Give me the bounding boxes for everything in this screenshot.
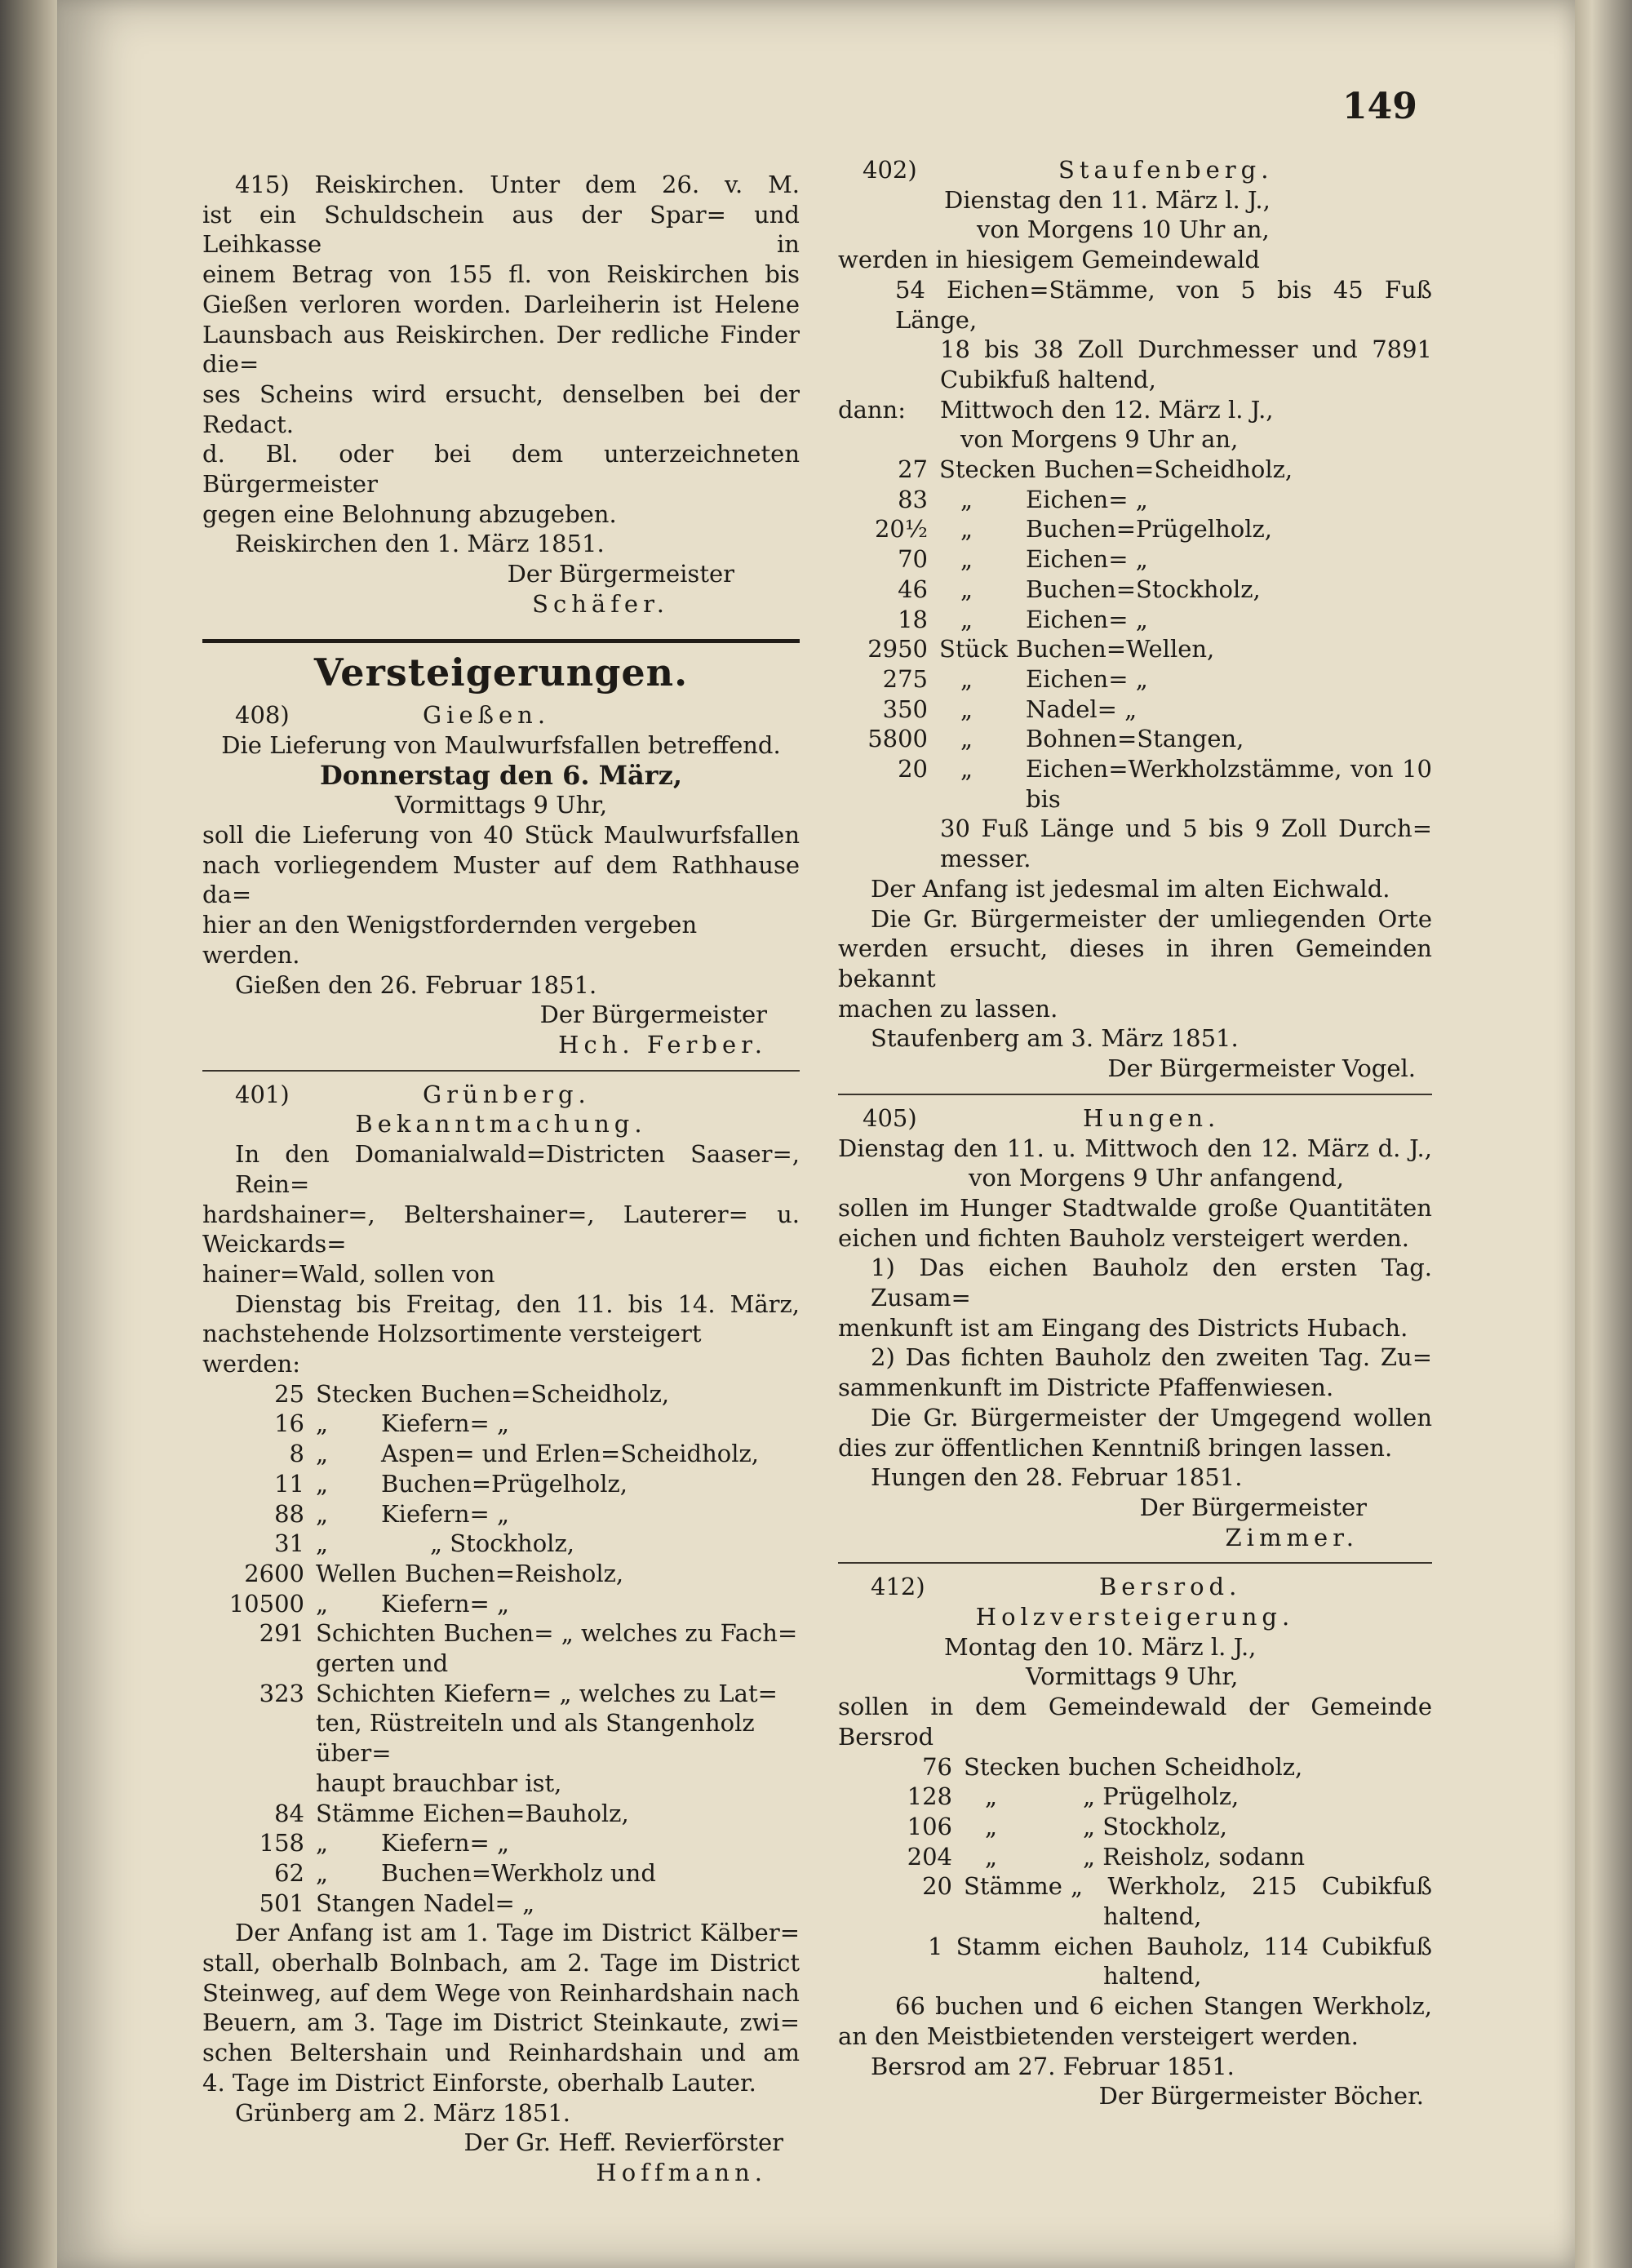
item-text: Buchen= „ welches zu Fach= [443, 1619, 798, 1648]
notice-line: ses Scheins wird ersucht, denselben bei der Redact. [202, 379, 800, 438]
wood-list [202, 1379, 800, 1919]
notice-number: 402) [863, 156, 917, 184]
notice-line: einem Betrag von 155 fl. von Reiskirchen bis [202, 260, 800, 289]
item-text: Buchen=Prügelholz, [1026, 515, 1273, 544]
item-quantity: 62 [274, 1858, 304, 1887]
notice-date: Hungen den 28. Februar 1851. [871, 1463, 1243, 1492]
item-unit: „ [316, 1469, 329, 1498]
notice-line: werden ersucht, dieses in ihren Gemeinden bekannt [838, 934, 1432, 992]
right-column [838, 155, 1432, 2111]
item-unit: Stück [939, 635, 1009, 664]
notice-place: Bersrod. [1099, 1573, 1242, 1601]
notice-line: 1 Stamm eichen Bauholz, 114 Cubikfuß [928, 1932, 1432, 1960]
list-item [202, 1889, 800, 1919]
item-unit: „ [316, 1858, 329, 1887]
notice-title: Holzversteigerung. [975, 1603, 1295, 1631]
list-item [838, 634, 1432, 664]
notice-line: Launsbach aus Reiskirchen. Der redliche Finder die= [202, 320, 800, 379]
notice-405 [838, 1103, 1432, 1553]
item-unit: „ [960, 664, 973, 693]
item-unit: „ [960, 695, 973, 723]
notice-line: ist ein Schuldschein aus der Spar= und Leihkasse in [202, 200, 800, 259]
item-quantity: 27 [898, 455, 928, 484]
notice-divider [838, 1562, 1432, 1564]
notice-date: Staufenberg am 3. März 1851. [871, 1024, 1239, 1053]
notice-line: sollen in dem Gemeindewald der Gemeinde Bersrod [838, 1693, 1432, 1751]
item-quantity: 11 [274, 1469, 304, 1498]
notice-line: hier an den Wenigstfordernden vergeben werden. [202, 911, 698, 969]
item-unit: „ [316, 1589, 329, 1618]
list-item [202, 1529, 800, 1559]
notice-subject: Die Lieferung von Maulwurfsfallen betreffend. [221, 730, 781, 759]
notice-header [838, 155, 1432, 185]
wood-list [838, 1752, 1432, 1902]
notice-line: 1) Das eichen Bauholz den ersten Tag. Zusam= [871, 1254, 1432, 1312]
notice-title: Bekanntmachung. [355, 1110, 647, 1138]
item-quantity: 46 [898, 575, 928, 603]
notice-line: hainer=Wald, sollen von [202, 1259, 495, 1288]
auction-date: Montag den 10. März l. J., [944, 1632, 1257, 1661]
item-quantity: 31 [274, 1529, 304, 1558]
facing-page-edge [0, 0, 57, 2268]
item-unit: „ [960, 575, 973, 603]
section-divider [202, 639, 800, 643]
notice-line: nach vorliegendem Muster auf dem Rathhause da= [202, 850, 800, 909]
item-quantity: 204 [907, 1842, 952, 1871]
item-quantity: 350 [882, 695, 928, 723]
item-text: Kiefern= „ [381, 1499, 510, 1528]
item-text: „ Prügelholz, [1083, 1782, 1240, 1811]
item-quantity: 88 [274, 1499, 304, 1528]
item-text: Eichen=Werkholzstämme, von 10 bis [1026, 755, 1432, 813]
notice-line: hardshainer=, Beltershainer=, Lauterer= u. Weickards= [202, 1200, 800, 1258]
item-text: „ Reisholz, sodann [1083, 1842, 1306, 1871]
list-item [838, 1842, 1432, 1872]
notice-line: soll die Lieferung von 40 Stück Maulwurfsfallen [202, 821, 800, 850]
notice-line: Die Gr. Bürgermeister der umliegenden Orte [871, 904, 1432, 933]
item-text: ten, Rüstreiteln und als Stangenholz über= [316, 1709, 755, 1768]
signature-name: Zimmer. [1225, 1523, 1359, 1551]
list-item [202, 1649, 800, 1679]
notice-line: sammenkunft im Districte Pfaffenwiesen. [838, 1374, 1334, 1402]
notice-header [202, 700, 800, 730]
item-quantity: 2600 [244, 1559, 304, 1587]
notice-number: 408) [235, 701, 290, 730]
signature-name: Schäfer. [532, 589, 669, 618]
item-quantity: 16 [274, 1409, 304, 1438]
notice-line: Der Anfang ist am 1. Tage im District Kälber= [235, 1919, 800, 1947]
notice-place: Staufenberg. [1058, 156, 1274, 184]
item-text: Kiefern= „ [381, 1829, 510, 1857]
wood-list [838, 455, 1432, 814]
notice-408 [202, 700, 800, 1059]
auction-time: Vormittags 9 Uhr, [1026, 1662, 1239, 1691]
item-text: Aspen= und Erlen=Scheidholz, [381, 1440, 760, 1468]
list-item [838, 754, 1432, 814]
item-text: Buchen=Scheidholz, [1044, 455, 1293, 484]
item-text: haupt brauchbar ist, [316, 1769, 562, 1797]
item-text: Buchen=Werkholz und [381, 1858, 656, 1887]
item-unit: „ [316, 1829, 329, 1857]
notice-412 [838, 1572, 1432, 2111]
notice-line: gegen eine Belohnung abzugeben. [202, 499, 617, 528]
list-item [838, 1812, 1432, 1842]
item-quantity: 5800 [867, 725, 928, 753]
list-item [202, 1618, 800, 1649]
list-item [202, 1499, 800, 1529]
notice-place: Grünberg. [423, 1080, 591, 1108]
notice-line: Die Gr. Bürgermeister der Umgegend wollen [871, 1403, 1432, 1431]
item-text: Eichen=Bauholz, [422, 1799, 629, 1827]
item-quantity: 158 [259, 1829, 304, 1857]
item-text: Kiefern= „ [381, 1589, 510, 1618]
notice-line: Cubikfuß haltend, [940, 365, 1156, 393]
notice-place: Hungen. [1083, 1103, 1221, 1132]
item-unit: „ [985, 1812, 998, 1840]
item-unit: „ [960, 605, 973, 633]
item-text: Buchen=Wellen, [1016, 635, 1215, 664]
notice-line: 2) Das fichten Bauholz den zweiten Tag. Zu= [871, 1343, 1432, 1372]
item-unit: „ [960, 725, 973, 753]
notice-line: d. Bl. oder bei dem unterzeichneten Bürgermeister [202, 440, 800, 499]
list-item [202, 1589, 800, 1619]
item-unit: „ [960, 755, 973, 783]
auction-date: Dienstag den 11. März l. J., [944, 185, 1271, 214]
item-unit: „ [316, 1529, 329, 1558]
signature-title: Der Bürgermeister [507, 560, 734, 588]
notice-line: In den Domanialwald=Districten Saaser=, Rein= [235, 1140, 800, 1198]
notice-line: Dienstag bis Freitag, den 11. bis 14. März, [235, 1289, 800, 1318]
item-unit: Schichten [316, 1679, 436, 1707]
notice-date: Gießen den 26. Februar 1851. [235, 970, 597, 999]
item-quantity: 20 [898, 755, 928, 783]
item-text: „ Stockholz, [430, 1529, 574, 1558]
notice-number: 412) [871, 1573, 925, 1601]
item-unit: Stecken [939, 455, 1036, 484]
notice-line: von Morgens 9 Uhr anfangend, [969, 1164, 1344, 1192]
item-unit: „ [316, 1409, 329, 1438]
item-unit: Schichten [316, 1619, 436, 1648]
notice-line: messer. [940, 845, 1031, 873]
notice-line: Beuern, am 3. Tage im District Steinkaute, zwi= [202, 2008, 800, 2037]
list-item [202, 1439, 800, 1469]
item-quantity: 76 [922, 1752, 952, 1781]
notice-place: Gießen. [423, 701, 551, 730]
list-item [202, 1708, 800, 1768]
notice-line: haltend, [1103, 1962, 1202, 1991]
notice-415 [202, 170, 800, 619]
notice-line: nachstehende Holzsortimente versteigert werden: [202, 1320, 702, 1378]
notice-line: Gießen verloren worden. Darleiherin ist Helene [202, 290, 800, 318]
item-unit [304, 1769, 316, 1799]
notice-date: Bersrod am 27. Februar 1851. [871, 2052, 1235, 2080]
item-text: Buchen=Scheidholz, [420, 1379, 670, 1408]
notice-401 [202, 1080, 800, 2188]
page-stack-edge [1575, 0, 1632, 2268]
auction-time: von Morgens 10 Uhr an, [977, 215, 1270, 244]
list-item [838, 724, 1432, 754]
notice-line: 18 bis 38 Zoll Durchmesser und 7891 [940, 335, 1432, 364]
list-item [838, 605, 1432, 635]
notice-number: 401) [235, 1080, 290, 1108]
signature-name: Hoffmann. [596, 2159, 767, 2186]
notice-text: dann: [838, 395, 906, 424]
item-quantity: 18 [898, 605, 928, 633]
list-item [202, 1469, 800, 1499]
item-quantity [202, 1708, 304, 1768]
item-unit: Stecken [964, 1752, 1061, 1781]
list-item [202, 1559, 800, 1589]
signature: Der Bürgermeister Böcher. [1098, 2082, 1424, 2110]
item-unit: Stämme [316, 1799, 415, 1827]
notice-line: an den Meistbietenden versteigert werden. [838, 2022, 1359, 2050]
notice-line: Dienstag den 11. u. Mittwoch den 12. März d. J., [838, 1134, 1432, 1162]
item-text: Eichen= „ [1026, 485, 1148, 513]
left-column [202, 170, 800, 2188]
item-quantity: 291 [259, 1619, 304, 1648]
auction-time: Vormittags 9 Uhr, [394, 791, 608, 819]
item-unit: „ [960, 545, 973, 574]
item-quantity [202, 1649, 304, 1679]
item-text: Bohnen=Stangen, [1026, 725, 1244, 753]
item-quantity: 323 [259, 1679, 304, 1707]
item-unit: „ [316, 1499, 329, 1528]
list-item [838, 1871, 1432, 1902]
item-unit: Stecken [316, 1379, 413, 1408]
item-quantity: 275 [882, 664, 928, 693]
signature-name: Hch. Ferber. [558, 1030, 767, 1059]
item-text: gerten und [316, 1649, 449, 1678]
notice-date: Reiskirchen den 1. März 1851. [235, 530, 605, 558]
notice-line: machen zu lassen. [838, 994, 1058, 1023]
notice-divider [202, 1070, 800, 1072]
list-item [838, 1782, 1432, 1812]
item-quantity: 501 [259, 1889, 304, 1917]
item-unit: „ [960, 515, 973, 544]
item-text: Nadel= „ [1026, 695, 1138, 723]
list-item [838, 1752, 1432, 1782]
item-quantity: 70 [898, 545, 928, 574]
signature-title: Der Bürgermeister [1139, 1493, 1367, 1521]
list-item [838, 575, 1432, 605]
signature-title: Der Bürgermeister [539, 1001, 767, 1029]
notice-text: Reiskirchen. Unter dem 26. v. M. [314, 171, 800, 198]
item-text: Buchen=Prügelholz, [381, 1469, 628, 1498]
list-item [202, 1799, 800, 1829]
list-item [202, 1858, 800, 1889]
notice-line: eichen und fichten Bauholz versteigert werden. [838, 1223, 1410, 1252]
item-text: „ Werkholz, 215 Cubikfuß [1070, 1872, 1432, 1901]
item-text: Eichen= „ [1026, 664, 1148, 693]
item-text: Buchen=Reisholz, [405, 1559, 624, 1587]
notice-line: haltend, [1103, 1902, 1202, 1931]
item-quantity [202, 1769, 304, 1799]
item-text: Nadel= „ [423, 1889, 535, 1917]
list-item [202, 1409, 800, 1439]
item-unit [304, 1649, 316, 1679]
list-item [202, 1379, 800, 1409]
notice-line: menkunft ist am Eingang des Districts Hubach. [838, 1313, 1408, 1342]
list-item [838, 514, 1432, 544]
item-quantity: 10500 [228, 1589, 304, 1618]
item-text: Eichen= „ [1026, 605, 1148, 633]
list-item [838, 544, 1432, 575]
item-quantity: 106 [907, 1812, 952, 1840]
auction-date: Mittwoch den 12. März l. J., [940, 395, 1274, 424]
notice-number: 415) [235, 171, 290, 198]
notice-line: 4. Tage im District Einforste, oberhalb Lauter. [202, 2068, 756, 2097]
notice-line [202, 170, 800, 200]
signature: Der Bürgermeister Vogel. [1107, 1054, 1416, 1083]
notice-divider [838, 1094, 1432, 1095]
item-text: Kiefern= „ [381, 1409, 510, 1438]
auction-time: von Morgens 9 Uhr an, [960, 425, 1239, 454]
item-unit: Stämme [964, 1872, 1062, 1901]
list-item [202, 1679, 800, 1709]
notice-line: stall, oberhalb Bolnbach, am 2. Tage im District [202, 1949, 800, 1977]
item-text: Buchen=Stockholz, [1026, 575, 1261, 603]
notice-line: Der Anfang ist jedesmal im alten Eichwald. [871, 874, 1390, 903]
list-item [838, 664, 1432, 695]
item-text: „ Stockholz, [1083, 1812, 1227, 1840]
section-heading: Versteigerungen. [313, 650, 689, 695]
signature-title: Der Gr. Heff. Revierförster [463, 2128, 783, 2157]
item-unit: „ [985, 1782, 998, 1811]
list-item [838, 695, 1432, 725]
notice-line: dies zur öffentlichen Kenntniß bringen lassen. [838, 1433, 1393, 1462]
notice-header [838, 1572, 1432, 1602]
page-number: 149 [1342, 86, 1417, 127]
item-quantity: 20½ [874, 515, 928, 544]
item-quantity: 20 [922, 1872, 952, 1901]
notice-402 [838, 155, 1432, 1084]
notice-line: sollen im Hunger Stadtwalde große Quantitäten [838, 1193, 1432, 1222]
item-quantity: 83 [898, 485, 928, 513]
item-unit [304, 1708, 316, 1768]
item-unit: „ [960, 485, 973, 513]
notice-header [202, 1080, 800, 1110]
notice-line: schen Beltershain und Reinhardshain und am [202, 2039, 800, 2067]
list-item [202, 1828, 800, 1858]
notice-number: 405) [863, 1103, 917, 1132]
notice-line: Steinweg, auf dem Wege von Reinhardshain nach [202, 1978, 800, 2007]
notice-line: werden in hiesigem Gemeindewald [838, 246, 1260, 274]
item-text: Kiefern= „ welches zu Lat= [443, 1679, 778, 1707]
notice-line [838, 395, 1432, 425]
list-item [838, 455, 1432, 485]
list-item [202, 1769, 800, 1799]
item-unit: Wellen [316, 1559, 397, 1587]
item-unit: „ [985, 1842, 998, 1871]
item-text: Eichen= „ [1026, 545, 1148, 574]
list-item [838, 485, 1432, 515]
item-text: buchen Scheidholz, [1068, 1752, 1303, 1781]
item-quantity: 25 [274, 1379, 304, 1408]
notice-line: 54 Eichen=Stämme, von 5 bis 45 Fuß Länge, [895, 275, 1432, 334]
notice-line: 66 buchen und 6 eichen Stangen Werkholz, [895, 1992, 1432, 2021]
item-unit: Stangen [316, 1889, 415, 1917]
item-quantity: 8 [289, 1440, 304, 1468]
item-quantity: 2950 [867, 635, 928, 664]
notice-line: 30 Fuß Länge und 5 bis 9 Zoll Durch= [940, 814, 1432, 843]
notice-date: Grünberg am 2. März 1851. [235, 2098, 571, 2127]
item-quantity: 128 [907, 1782, 952, 1811]
item-unit: „ [316, 1440, 329, 1468]
notice-header [838, 1103, 1432, 1134]
item-quantity: 84 [274, 1799, 304, 1827]
auction-date: Donnerstag den 6. März, [320, 759, 682, 791]
